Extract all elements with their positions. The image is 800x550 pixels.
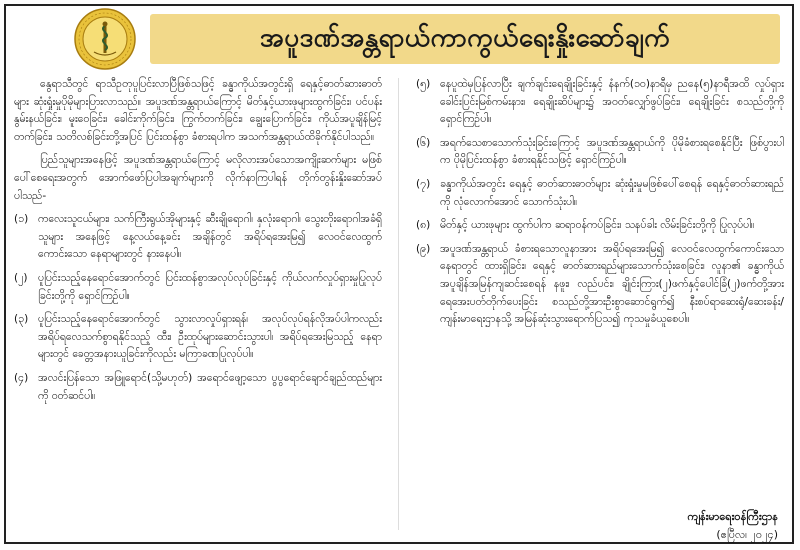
item-text: ခန္ဓာကိုယ်အတွင်း ရေနှင့် ဓာတ်ဆားဓာတ်များ ဆုံးရှုံးမှုမဖြစ်ပေါ်စေရန် ရေနှင့်ဓာတ်ဆားရည်ကို လုံလောက်အောင် သောက်သုံးပါ။ <box>440 177 784 208</box>
issue-date: (ဧပြီလ၊ ၂၀၂၄) <box>716 528 778 541</box>
list-item <box>416 76 784 129</box>
left-column <box>14 76 382 411</box>
list-item <box>14 370 382 405</box>
list-item <box>14 311 382 364</box>
list-item <box>14 270 382 305</box>
item-text: နေပူထဲမှပြန်လာပြီး ချက်ချင်းရေချိုးခြင်းနှင့် နံနက်(၁၀)နာရီမှ ညနေ(၅)နာရီအထိ လှုပ်ရှားခေါင်းပြင်းမြစ်ကမ်းနား၊ ရေချိုးဆိပ်များ၌ အဝတ်လျှော်ဖွပ်ခြင်း၊ ရေချိုးခြင်း စသည်တို့ကို ရှောင်ကြဉ်ပါ။ <box>440 78 784 126</box>
list-item <box>416 217 784 235</box>
column-divider <box>398 78 399 530</box>
title-band <box>150 14 780 64</box>
page-title: အပူဒဏ်အန္တရာယ်ကာကွယ်ရေးနှိုးဆော်ချက် <box>259 22 671 53</box>
ministry-logo <box>74 8 136 70</box>
item-text: ပူပြင်းသည့်နေရောင်အောက်တွင် ပြင်းထန်စွာအလုပ်လုပ်ခြင်းနှင့် ကိုယ်လက်လှုပ်ရှားမှုပြုလုပ်ခြင်းတို့ကို ရှောင်ကြဉ်ပါ။ <box>38 271 382 302</box>
item-text: အလင်းပြန်သော အဖြူရောင်(သို့မဟုတ်) အရောင်ဖျော့သော ပွပွရောင်ချောင်ချည်ထည်များကို ဝတ်ဆင်ပါ။ <box>38 371 382 402</box>
list-item <box>416 241 784 329</box>
item-number: (၅) <box>416 78 431 90</box>
item-number: (၈) <box>416 219 431 232</box>
item-text: အပူဒဏ်အန္တရာယ် ခံစားရသောလူနာအား အရိပ်ရအေးမြ၍ လေဝင်လေထွက်ကောင်းသောနေရာတွင် ထားရှိခြင်း၊ ရေနှင့် ဓာတ်ဆားရည်များသောက်သုံးစေခြင်း၊ လူနာ၏ ခန္ဓာကိုယ်အပူချိန်အမြန်ကျဆင်းစေရန် နဖူး၊ လည်ပင်း၊ ချိုင်းကြား(၂)ဖက်နှင့်ပေါင်ခြံ(၂)ဖက်တို့အား ရေအေးပတ်တိုက်ပေးခြင်း စသည်တို့အားဦးစွာဆောင်ရွက်၍ နီးစပ်ရာဆေးရုံ/ဆေးခန်း/ကျန်းမာရေးဌာနသို့ အမြန်ဆုံးသွားရောက်ပြသ၍ ကုသမှုခံယူစေပါ။ <box>440 242 784 326</box>
list-item <box>416 135 784 170</box>
item-text: မိတ်နှင့် ယားဖုများ ထွက်ပါက ဆရာဝန်ကပ်ခြင်း၊ သနပ်ခါး လိမ်းခြင်းတို့ကို ပြုလုပ်ပါ။ <box>440 219 755 232</box>
intro-paragraph: နွေရာသီတွင် ရာသီဥတုပူပြင်းလာပြီဖြစ်သဖြင့် ခန္ဓာကိုယ်အတွင်းရှိ ရေနှင့်ဓာတ်ဆားဓာတ်များ ဆုံးရှုံးမှုပိုမိုများပြားလာသည်။ အပူဒဏ်အန္တရာယ်ကြောင့် မိတ်နှင့်ယားဖုများထွက်ခြင်း၊ ပင်ပန်းနွမ်းနယ်ခြင်း၊ မူးဝေခြင်း၊ ခေါင်းကိုက်ခြင်း၊ ကြွက်တက်ခြင်း၊ ချွေးပြောက်ခြင်း၊ ကိုယ်အပူချိန်မြင့်တက်ခြင်း၊ သတိလစ်ခြင်းတို့အပြင် ပြင်းထန်စွာ ခံစားရပါက အသက်အန္တရာယ်ထိခိုက်နိုင်ပါသည်။ <box>14 78 382 143</box>
header <box>10 8 782 72</box>
item-number: (၁) <box>14 213 29 226</box>
item-number: (၆) <box>416 136 431 149</box>
item-text: ကလေးသူငယ်များ၊ သက်ကြီးရွယ်အိုများနှင့် ဆီးချိုရောဂါ၊ နှလုံးရောဂါ၊ သွေးတိုးရောဂါအခံရှိသူများ အနေဖြင့် နေ့လယ်နေ့ခင်း အချိန်တွင် အရိပ်ရအေးမြ၍ လေဝင်လေထွက်ကောင်းသော နေရာများတွင် နားနေပါ။ <box>38 213 382 261</box>
issuer-name: ကျန်းမာရေးဝန်ကြီးဌာန <box>687 510 778 523</box>
item-number: (၂) <box>14 271 28 284</box>
right-column <box>416 76 784 335</box>
item-text: အရက်သေစာသောက်သုံးခြင်းကြောင့် အပူဒဏ်အန္တရာယ်ကို ပိုမိုခံစားရစေနိုင်ပြီး ဖြစ်ပွားပါက ပိုမိုပြင်းထန်စွာ ခံစားရနိုင်သဖြင့် ရှောင်ကြဉ်ပါ။ <box>440 136 784 167</box>
list-item <box>416 176 784 211</box>
item-number: (၃) <box>14 313 29 326</box>
item-number: (၉) <box>416 242 431 255</box>
item-text: ပူပြင်းသည့်နေရောင်အောက်တွင် သွားလာလှုပ်ရှားရန်၊ အလုပ်လုပ်ရန်လိုအပ်ပါကလည်း အရိပ်ရလေသက်စွာရနိုင်သည့် ထီး၊ ဦးထုပ်များဆောင်းသွားပါ၊ အရိပ်ရအေးမြသည့် နေရာများတွင် ခေတ္တအနားယူခြင်းကိုလည်း မကြာခဏပြုလုပ်ပါ။ <box>38 313 382 361</box>
item-number: (၄) <box>14 371 29 384</box>
lead-paragraph: ပြည်သူများအနေဖြင့် အပူဒဏ်အန္တရာယ်ကြောင့် မလိုလားအပ်သောအကျိုးဆက်များ မဖြစ်ပေါ်စေရေးအတွက် အောက်ဖော်ပြပါအချက်များကို လိုက်နာကြပါရန် တိုက်တွန်းနှိုးဆော်အပ်ပါသည်- <box>14 154 382 202</box>
list-item <box>14 211 382 264</box>
item-number: (၇) <box>416 177 431 190</box>
